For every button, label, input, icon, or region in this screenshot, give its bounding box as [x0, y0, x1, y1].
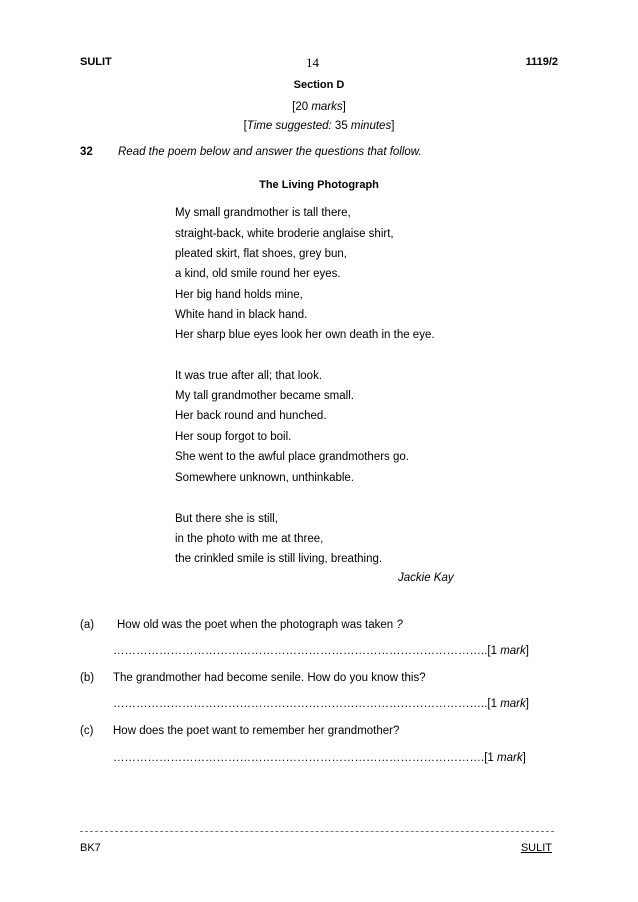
subquestion-label-c: (c) — [80, 725, 94, 737]
time-label: Time suggested: — [246, 120, 332, 132]
answer-dots: ……………………………………………………………………………………. — [113, 752, 485, 764]
time-unit: minutes — [350, 120, 392, 132]
poem-title: The Living Photograph — [259, 179, 379, 191]
poem-line: But there she is still, — [175, 513, 278, 525]
mark-number: 1 — [490, 645, 497, 657]
mark-word: mark — [500, 698, 526, 710]
subquestion-a-question: How old was the poet when the photograph was taken — [117, 619, 394, 631]
time-value: 35 — [334, 120, 348, 132]
answer-line-b[interactable]: ……………………………………………………………………………………..[1 mark] — [113, 698, 529, 710]
poem-line: Her soup forgot to boil. — [175, 431, 292, 443]
mark-number: 1 — [490, 698, 497, 710]
footer-label: SULIT — [520, 842, 552, 854]
header-paper-code: 1119/2 — [525, 56, 558, 68]
section-time: [Time suggested: 35 minutes] — [243, 120, 395, 132]
header-left-label: SULIT — [80, 56, 112, 68]
poem-line: She went to the awful place grandmothers go. — [175, 451, 409, 463]
poem-line: My small grandmother is tall there, — [175, 207, 351, 219]
subquestion-a-qmark: ? — [396, 619, 403, 631]
subquestion-text-c: How does the poet want to remember her grandmother? — [113, 725, 400, 737]
footer-divider — [80, 831, 554, 832]
marks-word: marks — [311, 101, 343, 113]
poem-line: White hand in black hand. — [175, 309, 308, 321]
poem-line: the crinkled smile is still living, breathing. — [175, 553, 383, 565]
poem-line: Somewhere unknown, unthinkable. — [175, 472, 355, 484]
poem-author: Jackie Kay — [398, 572, 454, 584]
subquestion-text-b: The grandmother had become senile. How do you know this? — [113, 672, 426, 684]
section-marks: [20 marks] — [292, 101, 346, 113]
poem-line: Her big hand holds mine, — [175, 289, 303, 301]
subquestion-label-b: (b) — [80, 672, 95, 684]
poem-line: straight-back, white broderie anglaise shirt, — [175, 228, 394, 240]
marks-value: 20 — [295, 101, 309, 113]
section-title: Section D — [293, 79, 345, 91]
answer-line-a[interactable]: ……………………………………………………………………………………..[1 mark] — [113, 645, 529, 657]
poem-line: My tall grandmother became small. — [175, 390, 354, 402]
answer-dots: …………………………………………………………………………………….. — [113, 645, 488, 657]
poem-line: pleated skirt, flat shoes, grey bun, — [175, 248, 347, 260]
poem-line: It was true after all; that look. — [175, 370, 323, 382]
answer-line-c[interactable]: …………………………………………………………………………………….[1 mark] — [113, 752, 526, 764]
mark-word: mark — [497, 752, 523, 764]
poem-line: in the photo with me at three, — [175, 533, 324, 545]
poem-line: a kind, old smile round her eyes. — [175, 268, 341, 280]
footer-code: BK7 — [80, 842, 101, 854]
question-number: 32 — [80, 146, 93, 158]
subquestion-label-a: (a) — [80, 619, 95, 631]
subquestion-text-a — [117, 619, 403, 631]
answer-dots: …………………………………………………………………………………….. — [113, 698, 488, 710]
mark-word: mark — [500, 645, 526, 657]
poem-line: Her sharp blue eyes look her own death in the eye. — [175, 329, 435, 341]
mark-number: 1 — [487, 752, 494, 764]
page-number: 14 — [306, 55, 319, 70]
poem-line: Her back round and hunched. — [175, 410, 327, 422]
question-instruction: Read the poem below and answer the questions that follow. — [118, 146, 422, 158]
